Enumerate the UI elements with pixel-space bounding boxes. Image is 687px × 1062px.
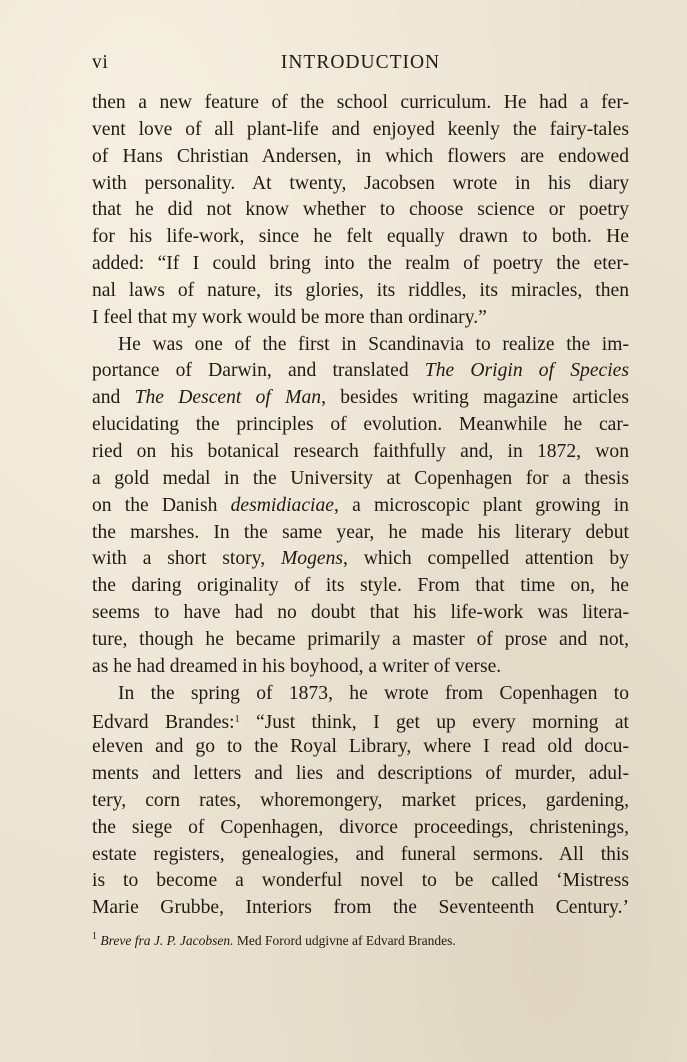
text-run: elucidating the principles of evolution. Meanwhile he car- xyxy=(92,414,629,436)
text-run: tery, corn rates, whoremongery, market prices, gardening, xyxy=(92,789,629,811)
italic-title: The Origin of Species xyxy=(424,360,629,382)
running-title: INTRODUCTION xyxy=(280,52,441,73)
text-run: , besides writing magazine articles xyxy=(321,387,629,409)
text-line xyxy=(92,251,629,278)
text-run: I feel that my work would be more than ordinary.” xyxy=(92,306,487,328)
text-line xyxy=(92,412,629,439)
text-line xyxy=(92,842,629,869)
text-run: estate registers, genealogies, and funeral sermons. All this xyxy=(92,843,629,865)
text-run: with a short story, xyxy=(92,548,281,570)
text-run: the siege of Copenhagen, divorce proceedings, christenings, xyxy=(92,816,629,838)
text-line xyxy=(92,573,629,600)
text-line xyxy=(92,144,629,171)
text-line xyxy=(92,305,629,332)
footnote-text: Med Forord udgivne af Edvard Brandes. xyxy=(233,933,456,948)
text-run: that he did not know whether to choose science or poetry xyxy=(92,199,629,221)
text-run: as he had dreamed in his boyhood, a writer of verse. xyxy=(92,655,502,677)
text-run: Edvard Brandes: xyxy=(92,712,235,734)
text-run: , which compelled attention by xyxy=(343,548,629,570)
text-line xyxy=(92,707,629,734)
text-line xyxy=(92,385,629,412)
text-run: portance of Darwin, and translated xyxy=(92,360,425,382)
text-run: seems to have had no doubt that his life-work was litera- xyxy=(92,602,629,624)
text-run: a gold medal in the University at Copenhagen for a thesis xyxy=(92,467,629,489)
text-line xyxy=(92,117,629,144)
italic-title: The Descent of Man xyxy=(134,387,322,409)
text-run: then a new feature of the school curriculum. He had a fer- xyxy=(92,92,629,113)
text-run: the daring originality of its style. From that time on, he xyxy=(92,575,629,597)
text-run: the marshes. In the same year, he made his literary debut xyxy=(92,521,629,543)
text-line xyxy=(92,332,629,359)
text-run: In the spring of 1873, he wrote from Copenhagen to xyxy=(118,682,629,704)
text-run: ture, though he became primarily a master of prose and not, xyxy=(92,628,629,650)
text-run: vent love of all plant-life and enjoyed keenly the fairy-tales xyxy=(92,118,629,140)
running-head xyxy=(92,52,629,78)
text-line xyxy=(92,681,629,708)
text-line xyxy=(92,815,629,842)
text-line xyxy=(92,546,629,573)
text-line xyxy=(92,197,629,224)
text-run: Marie Grubbe, Interiors from the Seventeenth Century.’ xyxy=(92,897,629,919)
text-line xyxy=(92,788,629,815)
text-run: ried on his botanical research faithfully and, in 1872, won xyxy=(92,440,629,462)
text-line xyxy=(92,627,629,654)
text-run: , a microscopic plant growing in xyxy=(333,494,629,516)
text-run: is to become a wonderful novel to be called ‘Mistress xyxy=(92,870,629,892)
text-run: on the Danish xyxy=(92,494,231,516)
text-run: and xyxy=(92,387,135,409)
text-line xyxy=(92,868,629,895)
text-run: of Hans Christian Andersen, in which flowers are endowed xyxy=(92,145,629,167)
page-number: vi xyxy=(92,52,109,73)
footnote xyxy=(92,928,629,950)
body-text xyxy=(92,90,629,922)
footnote-marker: 1 xyxy=(92,931,97,942)
text-line xyxy=(92,90,629,117)
text-run: for his life-work, since he felt equally drawn to both. He xyxy=(92,226,629,248)
italic-title: desmidiaciae xyxy=(230,494,334,516)
text-run: ments and letters and lies and descriptions of murder, adul- xyxy=(92,763,629,785)
text-run: added: “If I could bring into the realm of poetry the eter- xyxy=(92,253,629,275)
text-line xyxy=(92,520,629,547)
text-line xyxy=(92,895,629,922)
text-run: with personality. At twenty, Jacobsen wrote in his diary xyxy=(92,172,629,194)
text-line xyxy=(92,278,629,305)
italic-title: Mogens xyxy=(280,548,344,570)
footnote-reference: 1 xyxy=(234,714,240,726)
text-run: He was one of the first in Scandinavia to realize the im- xyxy=(118,333,629,355)
text-line xyxy=(92,493,629,520)
text-line xyxy=(92,224,629,251)
text-run: nal laws of nature, its glories, its riddles, its miracles, then xyxy=(92,279,629,301)
text-line xyxy=(92,466,629,493)
text-line xyxy=(92,654,629,681)
text-line xyxy=(92,600,629,627)
text-run: eleven and go to the Royal Library, where I read old docu- xyxy=(92,736,629,758)
text-line xyxy=(92,734,629,761)
text-run: “Just think, I get up every morning at xyxy=(239,712,629,734)
text-line xyxy=(92,439,629,466)
text-line xyxy=(92,358,629,385)
footnote-title: Breve fra J. P. Jacobsen. xyxy=(100,933,234,948)
text-line xyxy=(92,171,629,198)
text-line xyxy=(92,761,629,788)
